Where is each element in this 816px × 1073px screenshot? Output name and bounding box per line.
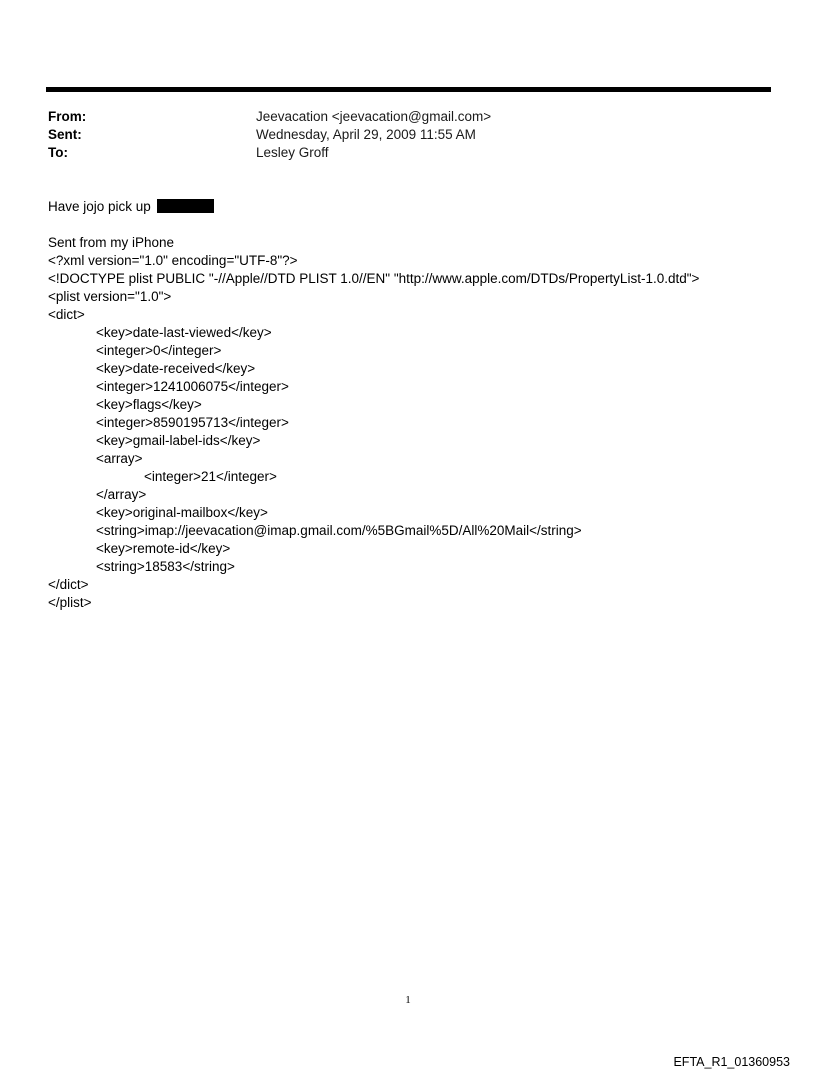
page-number: 1 (405, 994, 411, 1006)
dict-line: <key>flags</key> (96, 397, 202, 412)
dict-line: <key>remote-id</key> (96, 541, 231, 556)
spacer (48, 216, 788, 234)
dict-line: <key>date-last-viewed</key> (96, 325, 272, 340)
signature-line: Sent from my iPhone (48, 235, 175, 250)
sent-label: Sent: (48, 127, 82, 142)
bates-number: EFTA_R1_01360953 (673, 1055, 790, 1069)
closing-line: </dict> (48, 577, 89, 592)
dict-line: <key>date-received</key> (96, 361, 256, 376)
dict-line: <integer>1241006075</integer> (96, 379, 289, 394)
dict-line: <integer>8590195713</integer> (96, 415, 289, 430)
dict-line: <array> (96, 451, 143, 466)
plist-line: <plist version="1.0"> (48, 289, 172, 304)
email-body (48, 198, 788, 612)
plist-line: <dict> (48, 307, 85, 322)
dict-line: <key>original-mailbox</key> (96, 505, 268, 520)
header-rule (46, 87, 771, 92)
array-item-line: <integer>21</integer> (144, 469, 277, 484)
dict-line: <string>imap://jeevacation@imap.gmail.com/%5BGmail%5D/All%20Mail</string> (96, 523, 582, 538)
dict-line: <integer>0</integer> (96, 343, 222, 358)
sent-value: Wednesday, April 29, 2009 11:55 AM (256, 127, 476, 142)
redaction-block (157, 199, 214, 213)
closing-line: </plist> (48, 595, 92, 610)
from-value: Jeevacation <jeevacation@gmail.com> (256, 109, 492, 124)
from-label: From: (48, 109, 87, 124)
plist-line: <!DOCTYPE plist PUBLIC "-//Apple//DTD PLIST 1.0//EN" "http://www.apple.com/DTDs/PropertyList-1.0.dtd"> (48, 271, 700, 286)
greeting-text: Have jojo pick up (48, 199, 151, 214)
plist-line: <?xml version="1.0" encoding="UTF-8"?> (48, 253, 298, 268)
dict-line: <key>gmail-label-ids</key> (96, 433, 261, 448)
greeting-line (48, 198, 788, 216)
to-label: To: (48, 145, 68, 160)
dict-line: </array> (96, 487, 147, 502)
to-value: Lesley Groff (256, 145, 329, 160)
dict-line: <string>18583</string> (96, 559, 235, 574)
